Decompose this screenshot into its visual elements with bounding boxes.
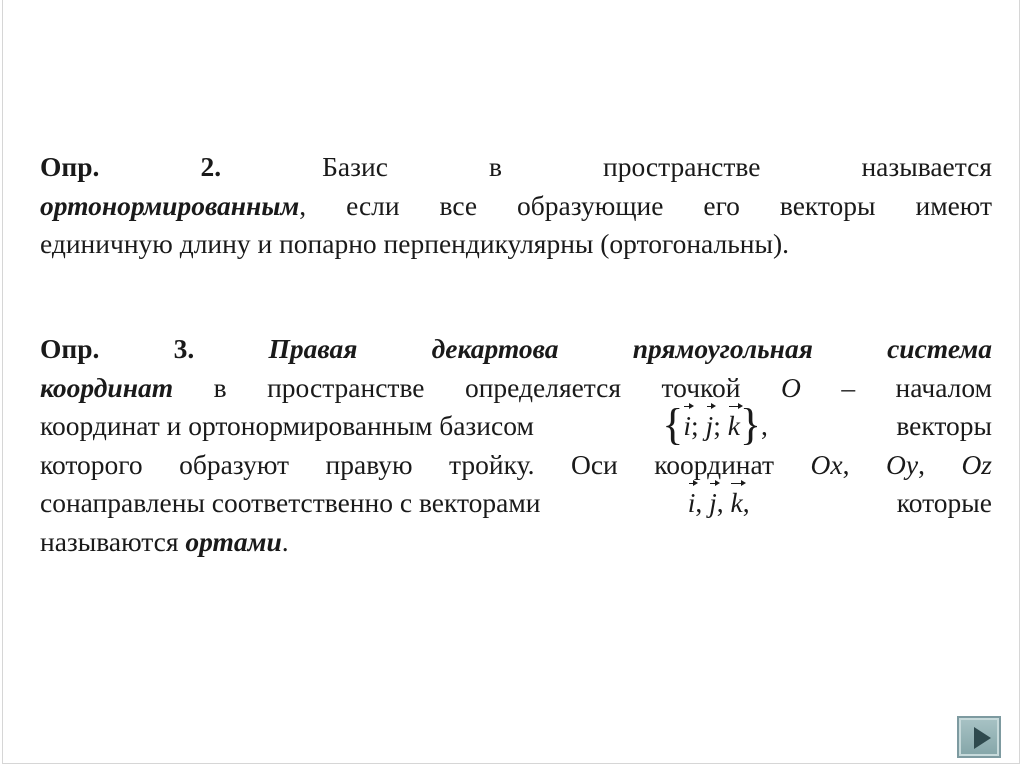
- axis-ox: Ox: [810, 448, 843, 480]
- comma: ,: [761, 410, 768, 441]
- axis-oy: Oy: [885, 448, 919, 480]
- text: в пространстве определяется точкой: [173, 371, 781, 403]
- text: – началом: [800, 371, 993, 403]
- separator: ;: [713, 410, 721, 441]
- term-word: декартова: [431, 333, 559, 364]
- definition-3-line-2: [40, 369, 992, 408]
- vector-j: j: [709, 484, 717, 523]
- definition-2-line-1: [40, 148, 992, 187]
- definition-3-line-5: [40, 484, 992, 523]
- definition-number: 3.: [173, 333, 195, 364]
- slide: [2, 0, 1020, 764]
- definition-label: Опр.: [40, 333, 100, 364]
- definition-label: Опр.: [40, 151, 100, 182]
- term-word: Правая: [268, 333, 358, 364]
- separator: ;: [691, 410, 699, 441]
- axis-oz: Oz: [961, 448, 992, 480]
- definition-3-line-4: которого образуют правую тройку. Оси координат Ox, Oy, Oz: [40, 448, 992, 480]
- definition-number: 2.: [200, 151, 222, 182]
- text: .: [281, 525, 289, 557]
- text: векторы: [896, 410, 992, 441]
- definition-3-line-6: [40, 523, 992, 562]
- vector-j: j: [706, 407, 714, 446]
- defined-term: ортами: [185, 525, 282, 557]
- text: координат и ортонормированным базисом: [40, 410, 534, 441]
- term-word: прямоугольная: [632, 333, 813, 364]
- definition-3-line-3: [40, 400, 992, 449]
- text: называются: [40, 525, 186, 557]
- next-slide-button[interactable]: [957, 716, 1001, 758]
- right-brace: }: [739, 400, 762, 449]
- left-brace: {: [662, 400, 684, 449]
- text: , если все образующие его векторы имеют: [299, 189, 992, 221]
- definition-3-line-1: [40, 330, 992, 369]
- word: Базис: [322, 151, 388, 182]
- definition-2: [40, 148, 992, 264]
- definition-3: [40, 330, 992, 561]
- definition-2-line-3: единичную длину и попарно перпендикулярны (ортогональны).: [40, 228, 789, 259]
- word: в: [488, 151, 502, 182]
- vector-k: k: [728, 407, 740, 446]
- term-word: координат: [40, 371, 174, 403]
- origin-point: O: [780, 371, 801, 403]
- word: пространстве: [603, 151, 761, 182]
- text: сонаправлены соответственно с векторами: [40, 487, 541, 518]
- definition-2-line-2: [40, 187, 992, 226]
- vector-i: i: [683, 407, 691, 446]
- play-triangle-icon: [974, 727, 991, 749]
- vector-i: i: [688, 484, 696, 523]
- word: называется: [861, 151, 992, 182]
- text: которые: [896, 487, 992, 518]
- basis-formula: [632, 400, 768, 449]
- text: которого образуют правую тройку. Оси координат: [40, 448, 811, 480]
- vector-k: k: [730, 484, 742, 523]
- defined-term: ортонормированным: [40, 189, 300, 221]
- unit-vectors: i, j, k,: [664, 484, 750, 523]
- term-word: система: [887, 333, 992, 364]
